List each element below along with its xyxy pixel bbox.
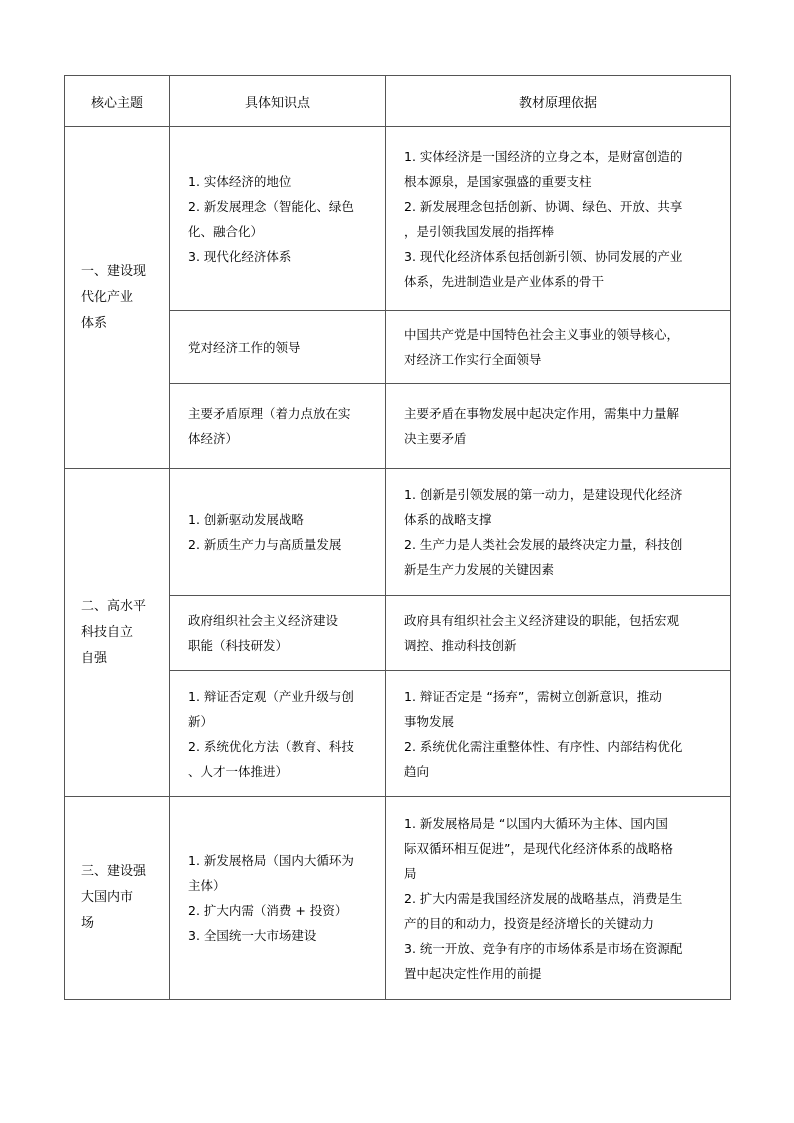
knowledge-line: 主要矛盾原理（着力点放在实 bbox=[188, 406, 351, 421]
theme-line: 科技自立 bbox=[81, 624, 134, 640]
knowledge-line: 2. 新质生产力与高质量发展 bbox=[188, 537, 342, 552]
basis-line: ，是引领我国发展的指挥棒 bbox=[404, 223, 555, 239]
basis-line: 事物发展 bbox=[404, 713, 455, 729]
basis-line: 1. 创新是引领发展的第一动力，是建设现代化经济 bbox=[404, 487, 683, 502]
knowledge-table bbox=[64, 75, 731, 1000]
basis-cell bbox=[386, 596, 731, 671]
knowledge-line: 2. 新发展理念（智能化、绿色 bbox=[188, 198, 354, 214]
knowledge-line: 政府组织社会主义经济建设 bbox=[188, 613, 339, 628]
basis-cell bbox=[386, 671, 731, 797]
theme-line: 大国内市 bbox=[81, 890, 134, 905]
basis-line: 2. 系统优化需注重整体性、有序性、内部结构优化 bbox=[404, 738, 683, 754]
basis-line: 对经济工作实行全面领导 bbox=[404, 352, 542, 367]
knowledge-line: 1. 辩证否定观（产业升级与创 bbox=[188, 688, 354, 704]
theme-line: 一、建设现 bbox=[81, 263, 147, 279]
basis-line: 调控、推动科技创新 bbox=[404, 638, 517, 653]
theme-cell bbox=[65, 127, 170, 469]
theme-line: 场 bbox=[81, 916, 95, 931]
basis-line: 1. 实体经济是一国经济的立身之本，是财富创造的 bbox=[404, 148, 683, 164]
basis-line: 际双循环相互促进”，是现代化经济体系的战略格 bbox=[404, 840, 673, 856]
theme-cell bbox=[65, 469, 170, 797]
table-row bbox=[65, 797, 731, 1000]
basis-line: 新是生产力发展的关键因素 bbox=[404, 562, 555, 577]
knowledge-line: 1. 实体经济的地位 bbox=[188, 173, 292, 189]
basis-line: 2. 扩大内需是我国经济发展的战略基点，消费是生 bbox=[404, 890, 683, 906]
basis-cell bbox=[386, 797, 731, 1000]
header-knowledge-points: 具体知识点 bbox=[170, 76, 386, 127]
basis-line: 中国共产党是中国特色社会主义事业的领导核心， bbox=[404, 327, 680, 342]
basis-cell bbox=[386, 127, 731, 311]
basis-line: 政府具有组织社会主义经济建设的职能，包括宏观 bbox=[404, 613, 680, 628]
table-row bbox=[65, 469, 731, 596]
knowledge-cell bbox=[170, 797, 386, 1000]
knowledge-cell bbox=[170, 127, 386, 311]
basis-line: 局 bbox=[404, 865, 417, 881]
header-row bbox=[65, 76, 731, 127]
header-textbook-basis: 教材原理依据 bbox=[386, 76, 731, 127]
knowledge-cell bbox=[170, 384, 386, 469]
basis-cell bbox=[386, 384, 731, 469]
basis-line: 趋向 bbox=[404, 763, 430, 779]
basis-line: 3. 现代化经济体系包括创新引领、协同发展的产业 bbox=[404, 248, 683, 264]
table-row bbox=[65, 127, 731, 311]
basis-line: 主要矛盾在事物发展中起决定作用，需集中力量解 bbox=[404, 406, 680, 421]
basis-line: 体系，先进制造业是产业体系的骨干 bbox=[404, 273, 605, 289]
knowledge-line: 体经济） bbox=[188, 431, 239, 446]
header-core-theme: 核心主题 bbox=[65, 76, 170, 127]
knowledge-line: 3. 现代化经济体系 bbox=[188, 248, 292, 264]
basis-line: 置中起决定性作用的前提 bbox=[404, 965, 542, 981]
knowledge-line: 化、融合化） bbox=[188, 223, 264, 239]
knowledge-line: 主体） bbox=[188, 878, 226, 893]
theme-cell bbox=[65, 797, 170, 1000]
theme-line: 代化产业 bbox=[81, 289, 134, 305]
theme-line: 二、高水平 bbox=[81, 598, 147, 614]
basis-line: 2. 新发展理念包括创新、协调、绿色、开放、共享 bbox=[404, 198, 683, 214]
basis-line: 3. 统一开放、竞争有序的市场体系是市场在资源配 bbox=[404, 940, 683, 956]
knowledge-line: 1. 新发展格局（国内大循环为 bbox=[188, 853, 354, 868]
knowledge-line: 、人才一体推进） bbox=[188, 763, 289, 779]
basis-cell bbox=[386, 469, 731, 596]
knowledge-line: 2. 扩大内需（消费 + 投资） bbox=[188, 903, 348, 918]
theme-line: 三、建设强 bbox=[81, 864, 147, 879]
theme-line: 体系 bbox=[81, 315, 108, 331]
knowledge-line: 2. 系统优化方法（教育、科技 bbox=[188, 738, 354, 754]
knowledge-cell bbox=[170, 469, 386, 596]
basis-cell bbox=[386, 311, 731, 384]
knowledge-line: 3. 全国统一大市场建设 bbox=[188, 928, 317, 943]
knowledge-line: 新） bbox=[188, 713, 214, 729]
basis-line: 2. 生产力是人类社会发展的最终决定力量，科技创 bbox=[404, 537, 683, 552]
knowledge-cell bbox=[170, 671, 386, 797]
basis-line: 根本源泉，是国家强盛的重要支柱 bbox=[404, 173, 592, 189]
basis-line: 决主要矛盾 bbox=[404, 431, 467, 446]
theme-line: 自强 bbox=[81, 650, 108, 666]
basis-line: 1. 辩证否定是 “扬弃”，需树立创新意识，推动 bbox=[404, 688, 662, 704]
knowledge-cell bbox=[170, 311, 386, 384]
basis-line: 产的目的和动力，投资是经济增长的关键动力 bbox=[404, 915, 655, 931]
knowledge-line: 党对经济工作的领导 bbox=[188, 339, 301, 355]
knowledge-line: 职能（科技研发） bbox=[188, 638, 289, 653]
knowledge-cell bbox=[170, 596, 386, 671]
knowledge-line: 1. 创新驱动发展战略 bbox=[188, 512, 304, 527]
basis-line: 1. 新发展格局是 “以国内大循环为主体、国内国 bbox=[404, 815, 668, 831]
basis-line: 体系的战略支撑 bbox=[404, 512, 492, 527]
